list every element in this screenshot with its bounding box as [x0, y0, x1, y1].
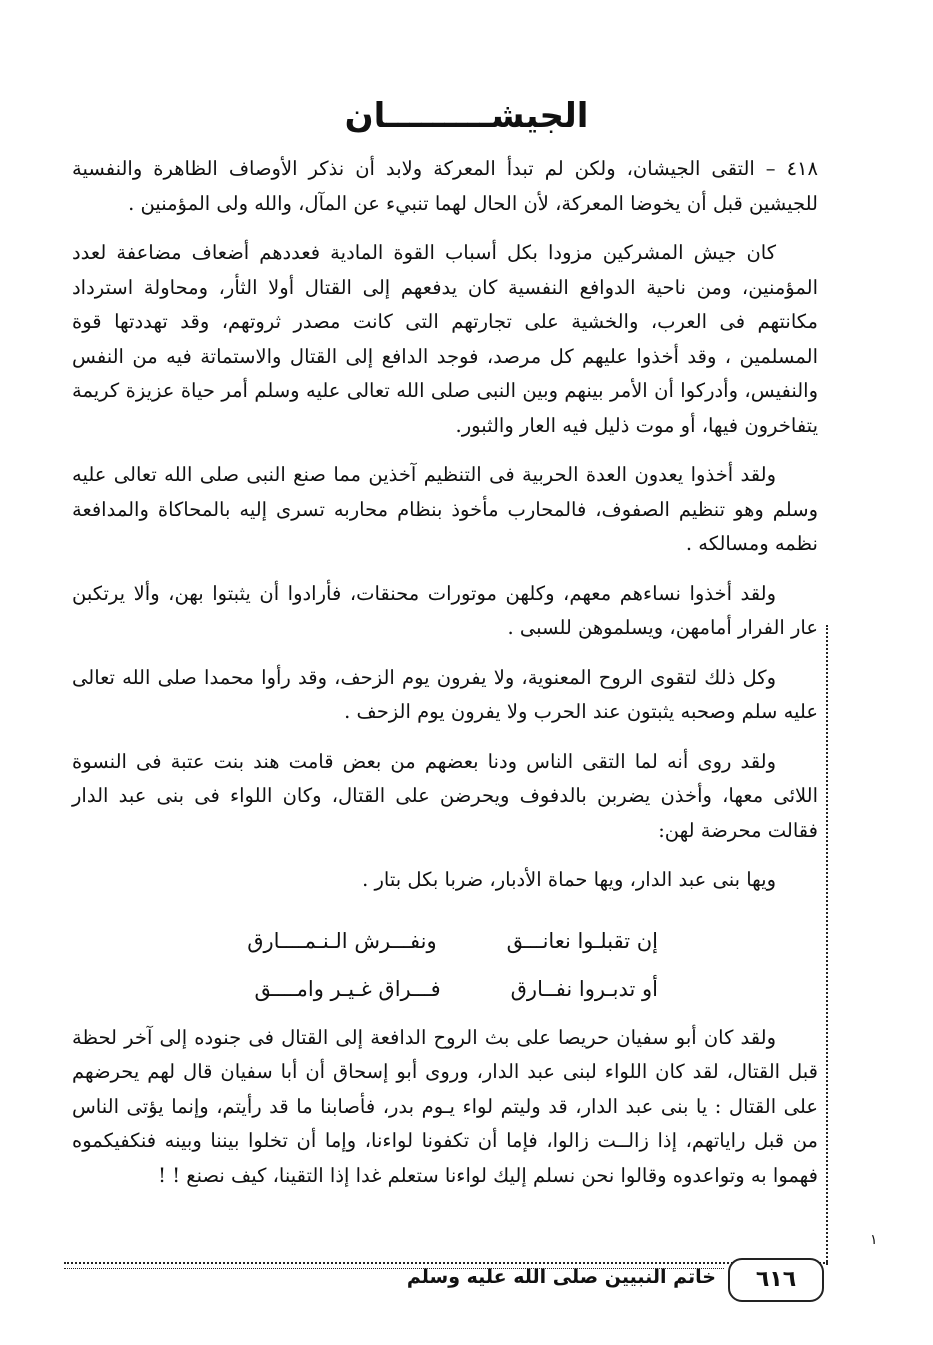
verse-hemistich-second: فـــراق غـيـر وامــــق	[254, 977, 441, 1001]
body-text	[72, 152, 818, 1208]
verse-intro: ويها بنى عبد الدار، ويها حماة الأدبار، ضربا بكل بتار .	[362, 868, 776, 891]
side-border-rule	[826, 625, 828, 1265]
margin-mark: ١	[870, 1232, 878, 1248]
paragraph: ولقد أخذوا نساءهم معهم، وكلهن موتورات محنقات، فأرادوا أن يثبتوا بهن، وألا يرتكبن عار الفرار أمامهن، ويسلموهن للسبى .	[72, 581, 818, 639]
paragraph: ولقد أخذوا يعدون العدة الحربية فى التنظيم آخذين مما صنع النبى صلى الله تعالى عليه وسلم وهو تنظيم الصفوف، فالمحارب مأخوذ بنظام محاربه تسرى إليه بالمحاكاة والمدافعة نظمه ومسالكه .	[72, 463, 818, 555]
paragraph: وكل ذلك لتقوى الروح المعنوية، ولا يفرون يوم الزحف، وقد رأوا محمدا صلى الله تعالى عليه سلم وصحبه يثبتون عند الحرب ولا يفرون يوم الزحف .	[72, 665, 818, 723]
verse-hemistich-first: أو تدبـروا نفــارق	[510, 977, 658, 1001]
paragraph: كان جيش المشركين مزودا بكل أسباب القوة المادية فعددهم أضعاف مضاعفة لعدد المؤمنين، ومن ناحية الدوافع النفسية كان يدفعهم إلى القتال أولا الثأر، ومحاولة استرداد مكانتهم فى العرب، والخشية على تجارتهم التى كانت مصدر ثروتهم، وقد تهددتها قوة المسلمين ، وقد أخذوا عليهم كل مرصد، فوجد الدافع إلى القتال والاستماتة فيه من النفس والنفيس، وأدركوا أن الأمر بينهم وبين النبى صلى الله تعالى عليه وسلم أمر حياة عزيزة كريمة يتفاخرون فيها، أو موت ذليل فيه العار والثبور.	[72, 241, 818, 437]
page-title: الجيشـــــــــان	[344, 96, 589, 136]
verse-line	[72, 972, 818, 1007]
paragraph: ولقد روى أنه لما التقى الناس ودنا بعضهم من بعض قامت هند بنت عتبة فى النسوة اللائى معها، وأخذن يضربن بالدفوف ويحرضن على القتال، وكان اللواء فى بنى عبد الدار فقالت محرضة لهن:	[72, 749, 818, 842]
verse-line	[72, 924, 818, 959]
footer-book-title: خاتم النبيين صلى الله عليه وسلم	[406, 1266, 716, 1288]
paragraph-418: ٤١٨ – التقى الجيشان، ولكن لم تبدأ المعركة ولابد أن نذكر الأوصاف الظاهرة والنفسية للجيشين قبل أن يخوضا المعركة، لأن الحال لهما تنبيء عن المآل، والله ولى المؤمنين .	[72, 157, 818, 215]
verse-hemistich-second: ونفـــرش الـنـمــــارق	[247, 928, 437, 953]
page-number: ٦١٦	[728, 1258, 824, 1302]
bottom-border-rule	[64, 1262, 828, 1264]
verse-hemistich-first: إن تقبلـوا نعانـــق	[506, 928, 658, 953]
paragraph-final: ولقد كان أبو سفيان حريصا على بث الروح الدافعة إلى القتال فى جنوده إلى آخر لحظة قبل القتال، لقد كان اللواء لبنى عبد الدار، وروى أبو إسحاق أن أبا سفيان قال لهم يحرضهم على القتال : يا بنى عبد الدار، قد وليتم لواء يـوم بدر، فأصابنا ما قد رأيتم، وإنما يؤتى الناس من قبل راياتهم، إذا زالــت زالوا، فإما أن تكفونا لواءنا، وإما أن تخلوا بيننا وبينه فنكفيكموه فهموا به وتواعدوه وقالوا نحن نسلم إليك لواءنا ستعلم غدا إذا التقينا، كيف نصنع ! !	[72, 1025, 818, 1187]
